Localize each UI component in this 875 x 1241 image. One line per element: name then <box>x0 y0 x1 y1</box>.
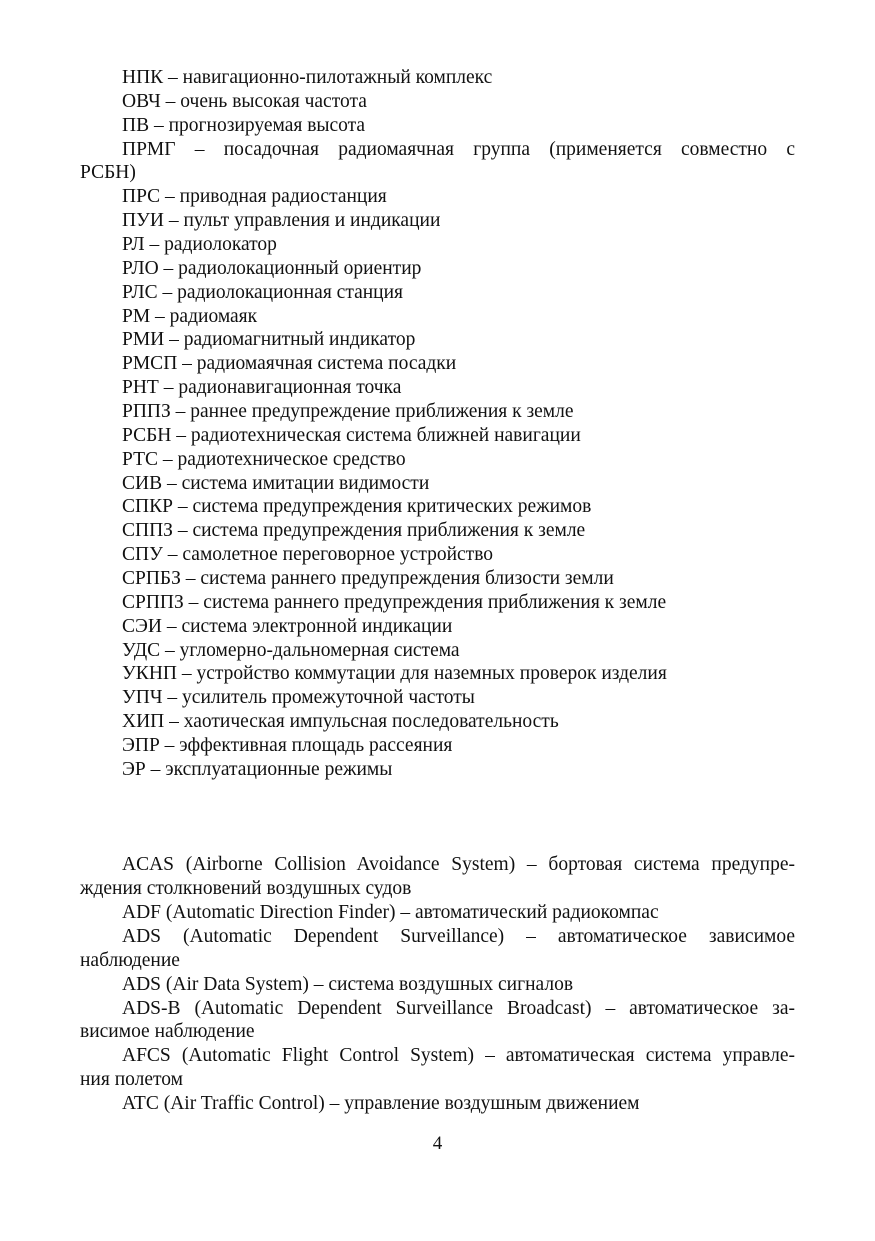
entry-continuation-line: РСБН) <box>80 162 136 184</box>
entry-line: УКНП – устройство коммутации для наземных проверок изделия <box>122 663 667 685</box>
entry-line: РЛО – радиолокационный ориентир <box>122 257 422 279</box>
entry-continuation-line: висимое наблюдение <box>80 1021 255 1043</box>
abbreviation-entry <box>80 710 795 734</box>
abbreviation-entry <box>80 114 795 138</box>
abbreviation-entry <box>80 639 795 663</box>
entry-line: СППЗ – система предупреждения приближения к земле <box>122 520 586 542</box>
abbreviation-entry <box>80 1044 795 1092</box>
abbreviation-entry <box>80 591 795 615</box>
abbreviation-entry <box>80 973 795 997</box>
abbreviation-entry <box>80 734 795 758</box>
entry-line: РСБН – радиотехническая система ближней навигации <box>122 424 581 446</box>
entry-line: ПРС – приводная радиостанция <box>122 186 387 208</box>
abbreviation-entry <box>80 257 795 281</box>
abbreviation-entry <box>80 209 795 233</box>
abbreviation-entry <box>80 567 795 591</box>
entry-continuation-line: ния полетом <box>80 1069 184 1091</box>
abbreviation-entry <box>80 758 795 782</box>
abbreviation-list-english <box>80 853 795 1115</box>
document-body <box>80 66 795 1116</box>
entry-line: РЛС – радиолокационная станция <box>122 281 404 303</box>
entry-line: СПКР – система предупреждения критических режимов <box>122 496 592 518</box>
entry-line: СПУ – самолетное переговорное устройство <box>122 544 494 566</box>
abbreviation-entry <box>80 853 795 901</box>
abbreviation-entry <box>80 281 795 305</box>
abbreviation-entry <box>80 138 795 186</box>
entry-line: НПК – навигационно-пилотажный комплекс <box>122 67 493 88</box>
abbreviation-list-russian <box>80 66 795 782</box>
entry-line: AFCS (Automatic Flight Control System) – автоматическая система управле- <box>122 1045 795 1067</box>
abbreviation-entry <box>80 233 795 257</box>
entry-line: РЛ – радиолокатор <box>122 234 277 256</box>
entry-line: РМСП – радиомаячная система посадки <box>122 353 457 375</box>
abbreviation-entry <box>80 424 795 448</box>
entry-continuation-line: ждения столкновений воздушных судов <box>80 878 412 900</box>
entry-continuation-line: наблюдение <box>80 949 180 971</box>
abbreviation-entry <box>80 400 795 424</box>
entry-line: РТС – радиотехническое средство <box>122 448 406 470</box>
entry-line: УДС – угломерно-дальномерная система <box>122 639 460 661</box>
entry-line: РМИ – радиомагнитный индикатор <box>122 329 416 351</box>
entry-line: РМ – радиомаяк <box>122 305 258 327</box>
abbreviation-entry <box>80 448 795 472</box>
section-gap <box>80 782 795 854</box>
entry-line: ЭПР – эффективная площадь рассеяния <box>122 735 453 757</box>
abbreviation-entry <box>80 376 795 400</box>
abbreviation-entry <box>80 615 795 639</box>
abbreviation-entry <box>80 997 795 1045</box>
entry-line: ADF (Automatic Direction Finder) – автоматический радиокомпас <box>122 902 659 924</box>
entry-line: СРППЗ – система раннего предупреждения приближения к земле <box>122 591 667 613</box>
entry-line: ОВЧ – очень высокая частота <box>122 90 367 112</box>
entry-line: ХИП – хаотическая импульсная последовательность <box>122 711 559 733</box>
entry-line: ADS-B (Automatic Dependent Surveillance Broadcast) – автоматическое за- <box>122 997 795 1019</box>
abbreviation-entry <box>80 662 795 686</box>
abbreviation-entry <box>80 686 795 710</box>
page-number: 4 <box>432 1133 443 1154</box>
entry-line: ACAS (Airborne Collision Avoidance System) – бортовая система предупре- <box>122 854 795 876</box>
entry-line: ATC (Air Traffic Control) – управление воздушным движением <box>122 1092 640 1114</box>
abbreviation-entry <box>80 519 795 543</box>
abbreviation-entry <box>80 543 795 567</box>
entry-line: СРПБЗ – система раннего предупреждения близости земли <box>122 568 614 590</box>
abbreviation-entry <box>80 925 795 973</box>
entry-line: СЭИ – система электронной индикации <box>122 615 453 637</box>
abbreviation-entry <box>80 305 795 329</box>
abbreviation-entry <box>80 90 795 114</box>
abbreviation-entry <box>80 328 795 352</box>
entry-line: РНТ – радионавигационная точка <box>122 377 402 399</box>
entry-line: ПРМГ – посадочная радиомаячная группа (применяется совместно с <box>122 138 795 160</box>
entry-line: ADS (Automatic Dependent Surveillance) – автоматическое зависимое <box>122 925 795 947</box>
abbreviation-entry <box>80 901 795 925</box>
entry-line: СИВ – система имитации видимости <box>122 472 430 494</box>
entry-line: УПЧ – усилитель промежуточной частоты <box>122 687 475 709</box>
abbreviation-entry <box>80 352 795 376</box>
abbreviation-entry <box>80 185 795 209</box>
abbreviation-entry <box>80 66 795 90</box>
entry-line: ADS (Air Data System) – система воздушных сигналов <box>122 973 574 995</box>
entry-line: ПВ – прогнозируемая высота <box>122 114 366 136</box>
entry-line: РППЗ – раннее предупреждение приближения к земле <box>122 401 574 423</box>
abbreviation-entry <box>80 1092 795 1116</box>
entry-line: ЭР – эксплуатационные режимы <box>122 758 393 780</box>
abbreviation-entry <box>80 472 795 496</box>
entry-line: ПУИ – пульт управления и индикации <box>122 210 441 232</box>
abbreviation-entry <box>80 495 795 519</box>
